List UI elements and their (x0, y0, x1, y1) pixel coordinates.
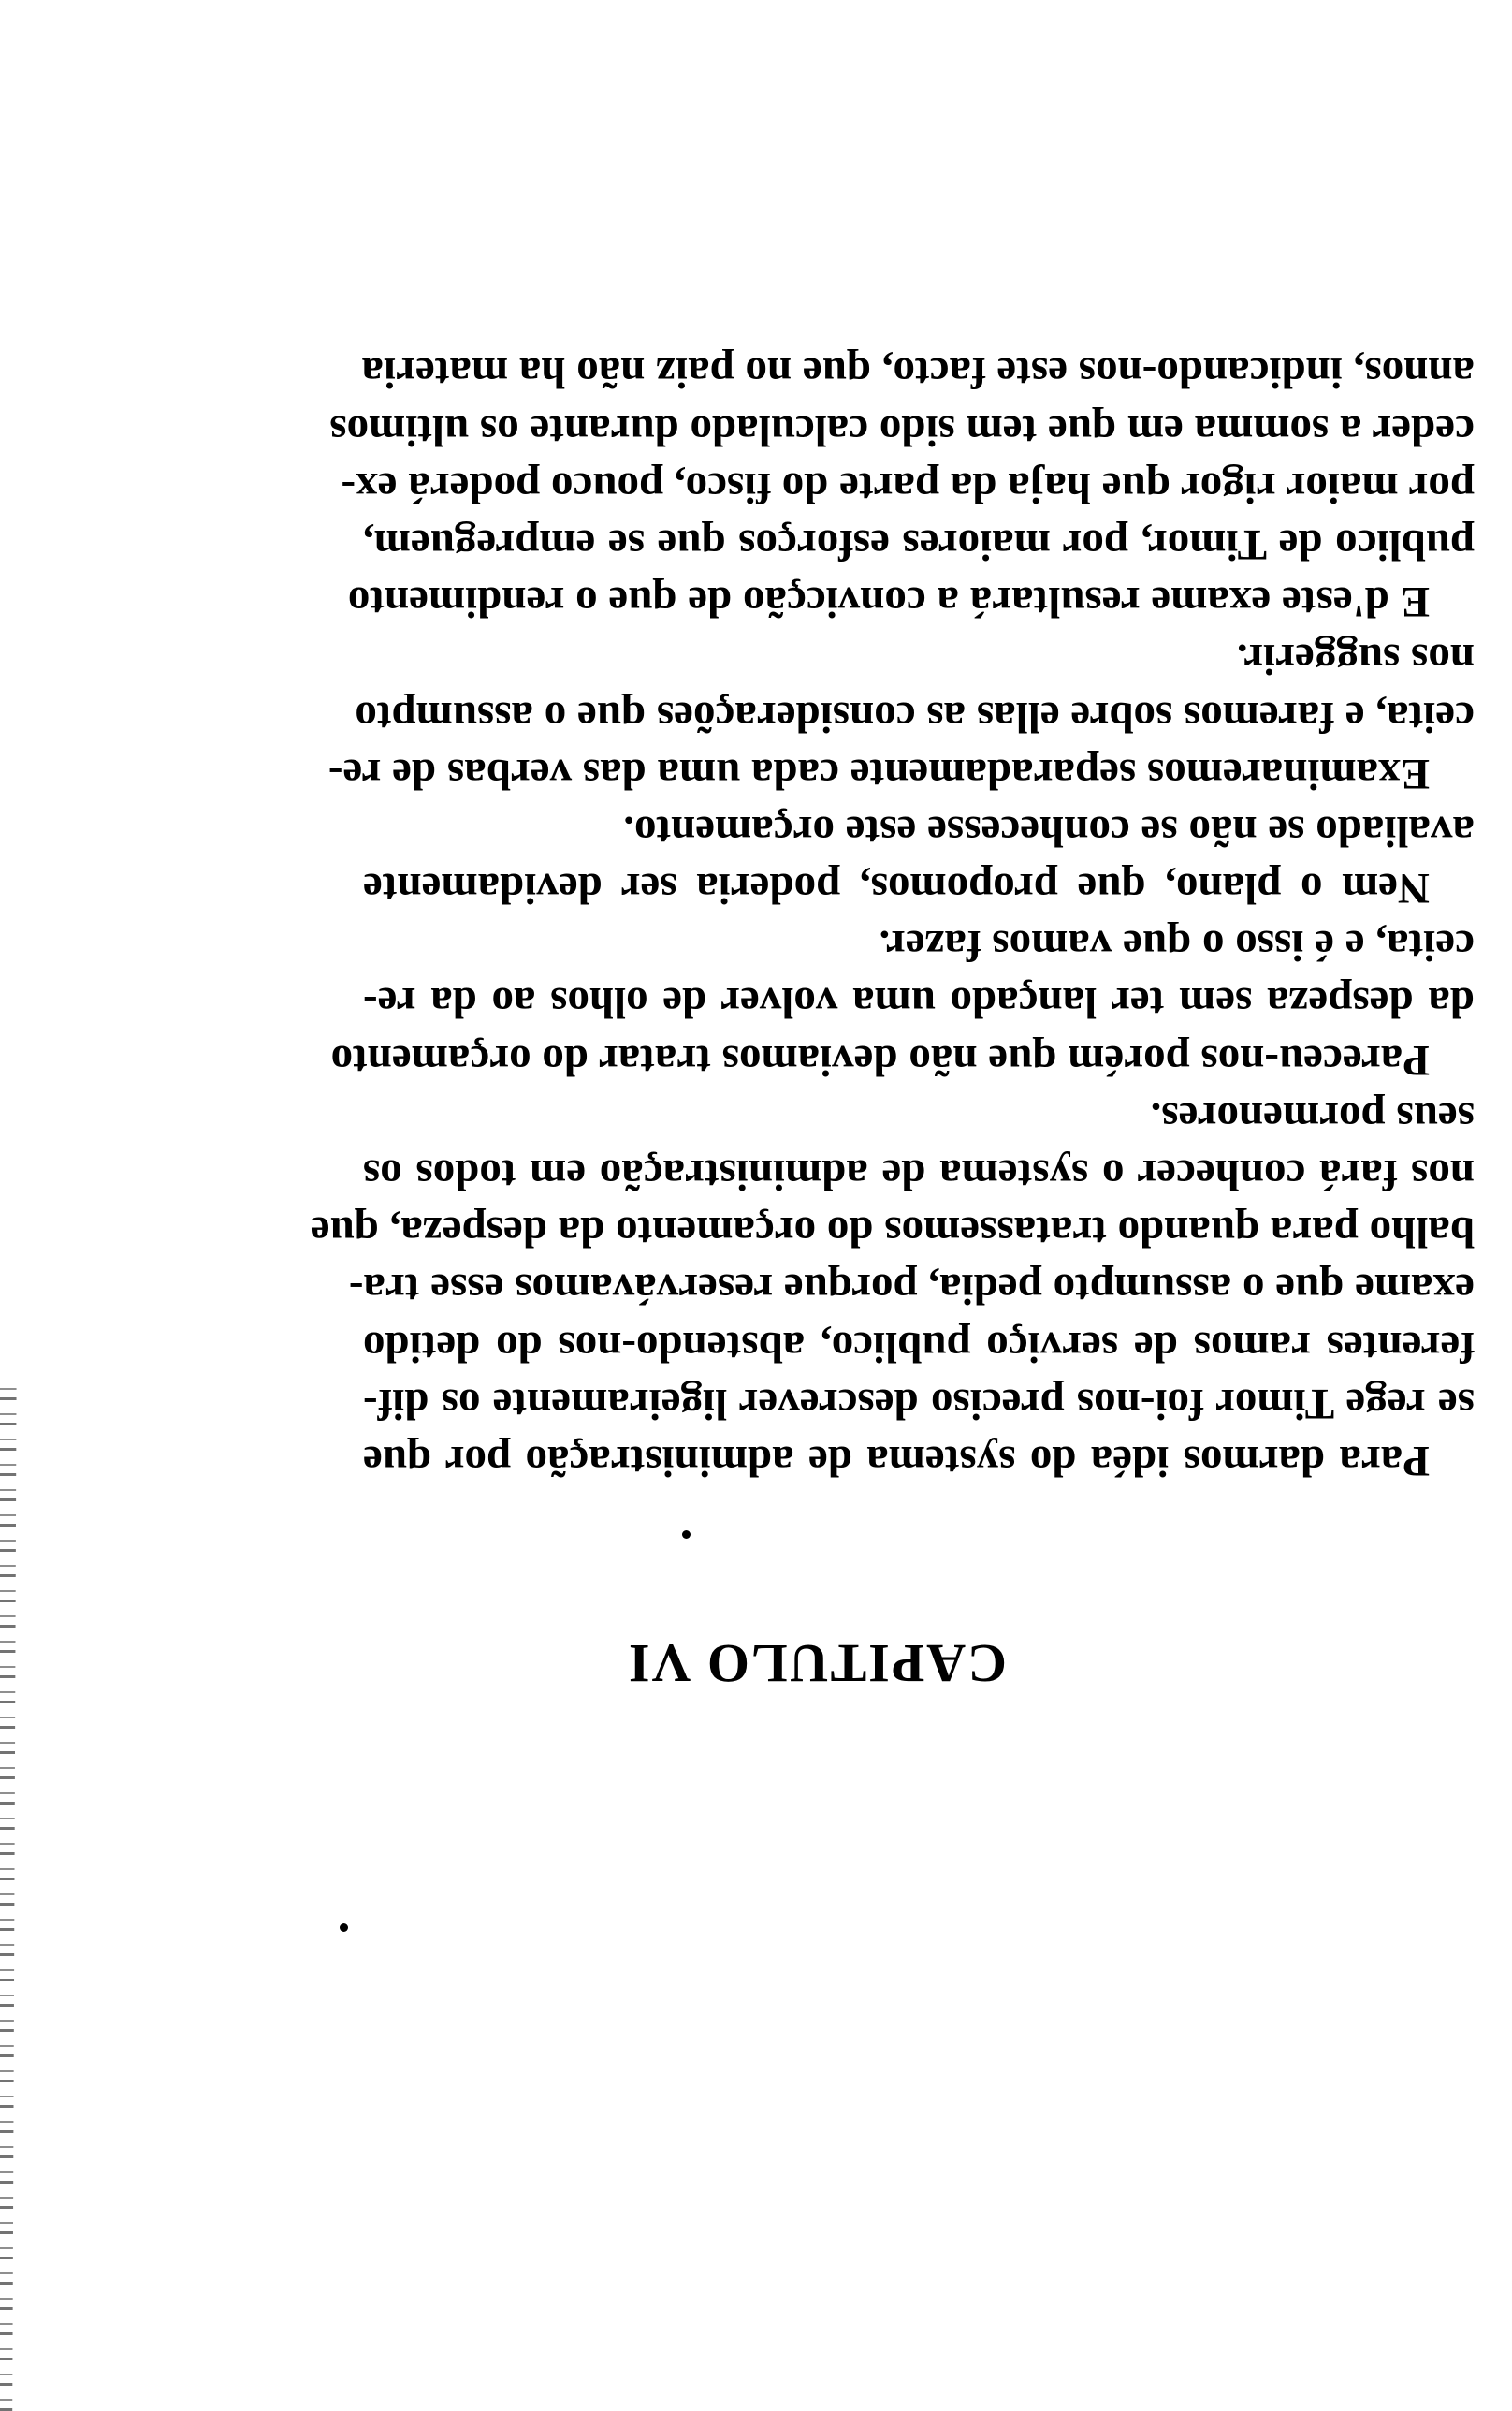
text-line: ceder a somma em que tem sido calculado durante os ultimos (329, 405, 1475, 455)
chapter-title: CAPITULO VI (626, 1633, 1007, 1694)
text-line: por maior rigor que haja da parte do fisco, pouco poderá ex- (341, 462, 1475, 512)
text-line: ceita, e faremos sobre ellas as considerações que o assumpto (355, 692, 1475, 741)
text-line: Pareceu-nos porém que não deviamos tratar do orçamento (330, 1035, 1430, 1085)
text-line: balho para quando tratassemos do orçamento da despeza, que (310, 1207, 1475, 1257)
text-line: da despeza sem ter lançado uma volver de olhos ao da re- (363, 978, 1475, 1028)
ink-speck (682, 1530, 691, 1539)
paragraph (363, 802, 1475, 916)
body-text (310, 343, 1475, 1489)
text-line: seus pormenores. (1150, 1092, 1475, 1142)
text-line: Para darmos idéa do systema de administração por que (363, 1437, 1430, 1485)
text-line: Nem o plano, que propomos, poderia ser devidamente (363, 864, 1430, 913)
text-line: publico de Timor, por maiores esforços que se empreguem, (363, 520, 1475, 569)
paragraph (310, 1089, 1475, 1489)
scan-edge-noise (0, 1381, 21, 2411)
text-line: se rege Timor foi-nos preciso descrever ligeiramente os dif- (363, 1379, 1475, 1428)
text-line: E d'este exame resultará a convicção de que o rendimento (347, 577, 1430, 627)
ink-speck (340, 1923, 348, 1932)
text-line: ceita, e é isso o que vamos fazer. (879, 921, 1475, 971)
text-line: exame que o assumpto pedia, porque reservávamos esse tra- (348, 1264, 1475, 1314)
text-line: nos fará conhecer o systema de administração em todos os (363, 1150, 1475, 1200)
paragraph (330, 916, 1475, 1089)
paragraph (329, 343, 1475, 630)
text-line: Examinaremos separadamente cada uma das verbas de re- (327, 749, 1430, 798)
paragraph (327, 630, 1475, 802)
text-line: annos, indicando-nos este facto, que no paiz não ha materia (361, 348, 1475, 398)
text-line: ferentes ramos de serviço publico, abstendo-nos do detido (363, 1322, 1475, 1371)
text-line: avaliado se não se conhecesse este orçamento. (623, 806, 1475, 855)
text-line: nos suggerir. (1236, 635, 1475, 684)
